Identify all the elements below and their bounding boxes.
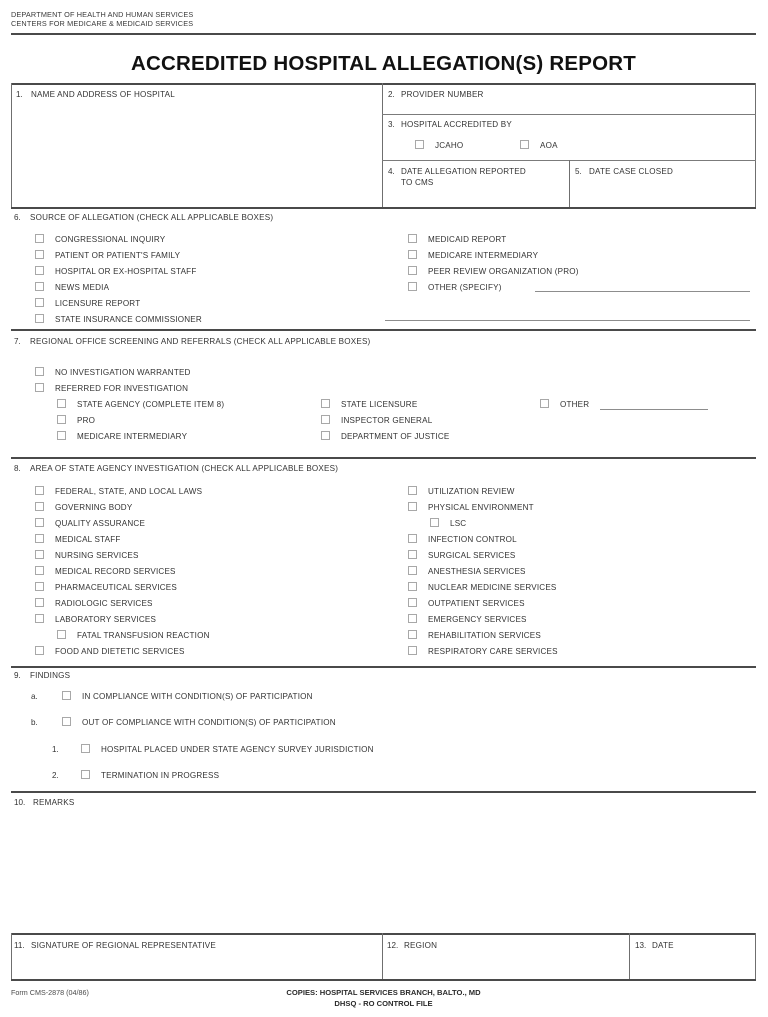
checkbox-area-food-dietetic-services-label: FOOD AND DIETETIC SERVICES — [55, 647, 185, 656]
section-9-bottom-rule — [11, 791, 756, 793]
signature-region-divider — [382, 933, 383, 980]
checkbox-referral-pro-label: PRO — [77, 416, 96, 425]
agency-header — [11, 10, 193, 29]
checkbox-area-lsc-label: LSC — [450, 519, 467, 528]
top-box-right-border — [755, 83, 756, 208]
checkbox-area-pharmaceutical-services-label: PHARMACEUTICAL SERVICES — [55, 583, 177, 592]
field-11-input[interactable] — [14, 953, 379, 978]
field-13-input[interactable] — [632, 953, 753, 978]
checkbox-area-anesthesia-services[interactable] — [408, 566, 417, 575]
checkbox-source-news-media-label: NEWS MEDIA — [55, 283, 110, 292]
field-11-label: SIGNATURE OF REGIONAL REPRESENTATIVE — [31, 941, 216, 950]
checkbox-source-state-insurance-commissioner[interactable] — [35, 314, 44, 323]
field-4-5-divider — [569, 160, 570, 208]
section-7-number: 7. — [14, 337, 21, 346]
section-8-number: 8. — [14, 464, 21, 473]
checkbox-area-laboratory-services[interactable] — [35, 614, 44, 623]
checkbox-area-surgical-services[interactable] — [408, 550, 417, 559]
checkbox-area-lsc[interactable] — [430, 518, 439, 527]
checkbox-area-physical-environment-label: PHYSICAL ENVIRONMENT — [428, 503, 534, 512]
copies-note — [11, 988, 756, 1009]
copies-line-1: COPIES: HOSPITAL SERVICES BRANCH, BALTO., MD — [286, 988, 481, 997]
field-1-input[interactable] — [14, 101, 380, 205]
signature-box-left-border — [11, 933, 12, 980]
remarks-input[interactable] — [14, 812, 754, 930]
checkbox-referral-department-of-justice[interactable] — [321, 431, 330, 440]
checkbox-area-fatal-transfusion-reaction-label: FATAL TRANSFUSION REACTION — [77, 631, 210, 640]
field-3-number: 3. — [388, 120, 395, 129]
checkbox-accredited-jcaho-label: JCAHO — [435, 141, 464, 150]
field-12-label: REGION — [404, 941, 438, 950]
checkbox-referral-other-label: OTHER — [560, 400, 590, 409]
source-other-specify-line-2 — [385, 320, 750, 321]
top-box-column-divider — [382, 83, 383, 208]
checkbox-source-medicaid-report[interactable] — [408, 234, 417, 243]
checkbox-area-outpatient-services-label: OUTPATIENT SERVICES — [428, 599, 525, 608]
finding-a-marker: a. — [31, 692, 38, 701]
field-13-number: 13. — [635, 941, 647, 950]
checkbox-finding-out-of-compliance[interactable] — [62, 717, 71, 726]
section-10-title: REMARKS — [33, 798, 75, 807]
section-10-number: 10. — [14, 798, 26, 807]
checkbox-area-pharmaceutical-services[interactable] — [35, 582, 44, 591]
section-9-number: 9. — [14, 671, 21, 680]
field-3-label: HOSPITAL ACCREDITED BY — [401, 120, 512, 129]
section-6-number: 6. — [14, 213, 21, 222]
section-10-bottom-rule — [11, 933, 756, 935]
checkbox-area-medical-record-services[interactable] — [35, 566, 44, 575]
field-5-label: DATE CASE CLOSED — [589, 167, 674, 176]
page-title: ACCREDITED HOSPITAL ALLEGATION(S) REPORT — [131, 52, 636, 75]
top-box-left-border — [11, 83, 12, 208]
checkbox-finding-hospital-placed-under-state-agency-label: HOSPITAL PLACED UNDER STATE AGENCY SURVEY JURISDICTION — [101, 745, 374, 754]
checkbox-area-rehabilitation-services[interactable] — [408, 630, 417, 639]
checkbox-finding-out-of-compliance-label: OUT OF COMPLIANCE WITH CONDITION(S) OF PARTICIPATION — [82, 718, 336, 727]
checkbox-area-emergency-services[interactable] — [408, 614, 417, 623]
source-other-specify-input-1[interactable] — [535, 278, 750, 291]
checkbox-area-outpatient-services[interactable] — [408, 598, 417, 607]
checkbox-source-congressional-inquiry-label: CONGRESSIONAL INQUIRY — [55, 235, 166, 244]
checkbox-source-licensure-report-label: LICENSURE REPORT — [55, 299, 141, 308]
referral-other-line — [600, 409, 708, 410]
field-4-input[interactable] — [385, 189, 566, 205]
header-divider-rule — [11, 33, 756, 35]
checkbox-area-nursing-services-label: NURSING SERVICES — [55, 551, 139, 560]
checkbox-area-governing-body-label: GOVERNING BODY — [55, 503, 133, 512]
section-6-bottom-rule — [11, 329, 756, 331]
field-2-number: 2. — [388, 90, 395, 99]
section-6-title: SOURCE OF ALLEGATION (CHECK ALL APPLICABLE BOXES) — [30, 213, 274, 222]
checkbox-area-radiologic-services[interactable] — [35, 598, 44, 607]
source-other-specify-input-2[interactable] — [385, 307, 750, 320]
field-12-input[interactable] — [385, 953, 626, 978]
checkbox-accredited-aoa-label: AOA — [540, 141, 558, 150]
checkbox-referral-pro[interactable] — [57, 415, 66, 424]
field-12-number: 12. — [387, 941, 399, 950]
checkbox-source-state-insurance-commissioner-label: STATE INSURANCE COMMISSIONER — [55, 315, 202, 324]
field-4-label-line-1: DATE ALLEGATION REPORTED — [401, 167, 526, 176]
top-box-top-rule — [11, 83, 756, 85]
agency-line-1: DEPARTMENT OF HEALTH AND HUMAN SERVICES — [11, 10, 194, 19]
checkbox-source-medicare-intermediary[interactable] — [408, 250, 417, 259]
checkbox-area-rehabilitation-services-label: REHABILITATION SERVICES — [428, 631, 541, 640]
source-other-specify-line-1 — [535, 291, 750, 292]
section-7-title: REGIONAL OFFICE SCREENING AND REFERRALS (CHECK ALL APPLICABLE BOXES) — [30, 337, 371, 346]
checkbox-source-other-label: OTHER (SPECIFY) — [428, 283, 502, 292]
checkbox-finding-hospital-placed-under-state-agency[interactable] — [81, 744, 90, 753]
checkbox-area-physical-environment[interactable] — [408, 502, 417, 511]
signature-box-right-border — [755, 933, 756, 980]
signature-box-bottom-rule — [11, 979, 756, 981]
checkbox-referral-medicare-intermediary[interactable] — [57, 431, 66, 440]
field-4-number: 4. — [388, 167, 395, 176]
section-9-title: FINDINGS — [30, 671, 71, 680]
checkbox-accredited-jcaho[interactable] — [415, 140, 424, 149]
section-8-bottom-rule — [11, 666, 756, 668]
checkbox-source-peer-review-organization-label: PEER REVIEW ORGANIZATION (PRO) — [428, 267, 579, 276]
checkbox-source-other[interactable] — [408, 282, 417, 291]
checkbox-area-fatal-transfusion-reaction[interactable] — [57, 630, 66, 639]
checkbox-area-utilization-review[interactable] — [408, 486, 417, 495]
referral-other-input[interactable] — [600, 397, 708, 409]
finding-b1-marker: 1. — [52, 745, 59, 754]
field-2-label: PROVIDER NUMBER — [401, 90, 484, 99]
form-number: Form CMS-2878 (04/86) — [11, 988, 89, 997]
copies-line-2: DHSQ - RO CONTROL FILE — [334, 998, 433, 1008]
checkbox-area-anesthesia-services-label: ANESTHESIA SERVICES — [428, 567, 526, 576]
field-2-input[interactable] — [385, 100, 754, 114]
checkbox-referral-inspector-general-label: INSPECTOR GENERAL — [341, 416, 433, 425]
field-11-number: 11. — [14, 941, 25, 950]
checkbox-source-patient-family[interactable] — [35, 250, 44, 259]
checkbox-source-patient-family-label: PATIENT OR PATIENT'S FAMILY — [55, 251, 181, 260]
checkbox-referral-department-of-justice-label: DEPARTMENT OF JUSTICE — [341, 432, 450, 441]
checkbox-area-infection-control[interactable] — [408, 534, 417, 543]
checkbox-area-respiratory-care-services-label: RESPIRATORY CARE SERVICES — [428, 647, 558, 656]
region-date-divider — [629, 933, 630, 980]
checkbox-referral-inspector-general[interactable] — [321, 415, 330, 424]
checkbox-finding-in-compliance[interactable] — [62, 691, 71, 700]
checkbox-area-surgical-services-label: SURGICAL SERVICES — [428, 551, 516, 560]
field-5-number: 5. — [575, 167, 582, 176]
checkbox-area-food-dietetic-services[interactable] — [35, 646, 44, 655]
checkbox-area-federal-state-local-laws[interactable] — [35, 486, 44, 495]
checkbox-source-licensure-report[interactable] — [35, 298, 44, 307]
agency-line-2: CENTERS FOR MEDICARE & MEDICAID SERVICES — [11, 19, 194, 29]
checkbox-area-radiologic-services-label: RADIOLOGIC SERVICES — [55, 599, 153, 608]
checkbox-source-peer-review-organization[interactable] — [408, 266, 417, 275]
checkbox-source-congressional-inquiry[interactable] — [35, 234, 44, 243]
checkbox-finding-termination-in-progress-label: TERMINATION IN PROGRESS — [101, 771, 220, 780]
checkbox-area-medical-staff-label: MEDICAL STAFF — [55, 535, 121, 544]
checkbox-accredited-aoa[interactable] — [520, 140, 529, 149]
checkbox-source-hospital-staff-label: HOSPITAL OR EX-HOSPITAL STAFF — [55, 267, 197, 276]
checkbox-source-medicaid-report-label: MEDICAID REPORT — [428, 235, 507, 244]
checkbox-area-quality-assurance[interactable] — [35, 518, 44, 527]
top-box-bottom-rule — [11, 207, 756, 209]
finding-b2-marker: 2. — [52, 771, 59, 780]
field-4-label-line-2: TO CMS — [401, 178, 434, 187]
checkbox-area-federal-state-local-laws-label: FEDERAL, STATE, AND LOCAL LAWS — [55, 487, 203, 496]
section-8-title: AREA OF STATE AGENCY INVESTIGATION (CHECK ALL APPLICABLE BOXES) — [30, 464, 339, 473]
checkbox-source-news-media[interactable] — [35, 282, 44, 291]
field-13-label: DATE — [652, 941, 674, 950]
checkbox-screening-referred-for-investigation[interactable] — [35, 383, 44, 392]
field-5-input[interactable] — [572, 180, 753, 205]
checkbox-area-governing-body[interactable] — [35, 502, 44, 511]
checkbox-area-medical-staff[interactable] — [35, 534, 44, 543]
checkbox-referral-medicare-intermediary-label: MEDICARE INTERMEDIARY — [77, 432, 188, 441]
checkbox-referral-state-agency[interactable] — [57, 399, 66, 408]
checkbox-referral-state-licensure[interactable] — [321, 399, 330, 408]
checkbox-area-infection-control-label: INFECTION CONTROL — [428, 535, 517, 544]
checkbox-screening-referred-for-investigation-label: REFERRED FOR INVESTIGATION — [55, 384, 189, 393]
checkbox-finding-termination-in-progress[interactable] — [81, 770, 90, 779]
checkbox-area-laboratory-services-label: LABORATORY SERVICES — [55, 615, 157, 624]
checkbox-area-respiratory-care-services[interactable] — [408, 646, 417, 655]
checkbox-screening-no-investigation-warranted[interactable] — [35, 367, 44, 376]
checkbox-area-utilization-review-label: UTILIZATION REVIEW — [428, 487, 515, 496]
checkbox-area-nuclear-medicine-services-label: NUCLEAR MEDICINE SERVICES — [428, 583, 557, 592]
checkbox-referral-other[interactable] — [540, 399, 549, 408]
checkbox-area-nursing-services[interactable] — [35, 550, 44, 559]
field-1-number: 1. — [16, 90, 23, 99]
field-2-bottom-rule — [382, 114, 756, 115]
checkbox-screening-no-investigation-warranted-label: NO INVESTIGATION WARRANTED — [55, 368, 191, 377]
checkbox-area-medical-record-services-label: MEDICAL RECORD SERVICES — [55, 567, 176, 576]
checkbox-area-quality-assurance-label: QUALITY ASSURANCE — [55, 519, 146, 528]
checkbox-finding-in-compliance-label: IN COMPLIANCE WITH CONDITION(S) OF PARTICIPATION — [82, 692, 313, 701]
checkbox-referral-state-agency-label: STATE AGENCY (COMPLETE ITEM 8) — [77, 400, 225, 409]
checkbox-area-nuclear-medicine-services[interactable] — [408, 582, 417, 591]
finding-b-marker: b. — [31, 718, 38, 727]
checkbox-source-hospital-staff[interactable] — [35, 266, 44, 275]
field-1-label: NAME AND ADDRESS OF HOSPITAL — [31, 90, 175, 99]
checkbox-source-medicare-intermediary-label: MEDICARE INTERMEDIARY — [428, 251, 539, 260]
section-7-bottom-rule — [11, 457, 756, 459]
checkbox-referral-state-licensure-label: STATE LICENSURE — [341, 400, 418, 409]
checkbox-area-emergency-services-label: EMERGENCY SERVICES — [428, 615, 527, 624]
